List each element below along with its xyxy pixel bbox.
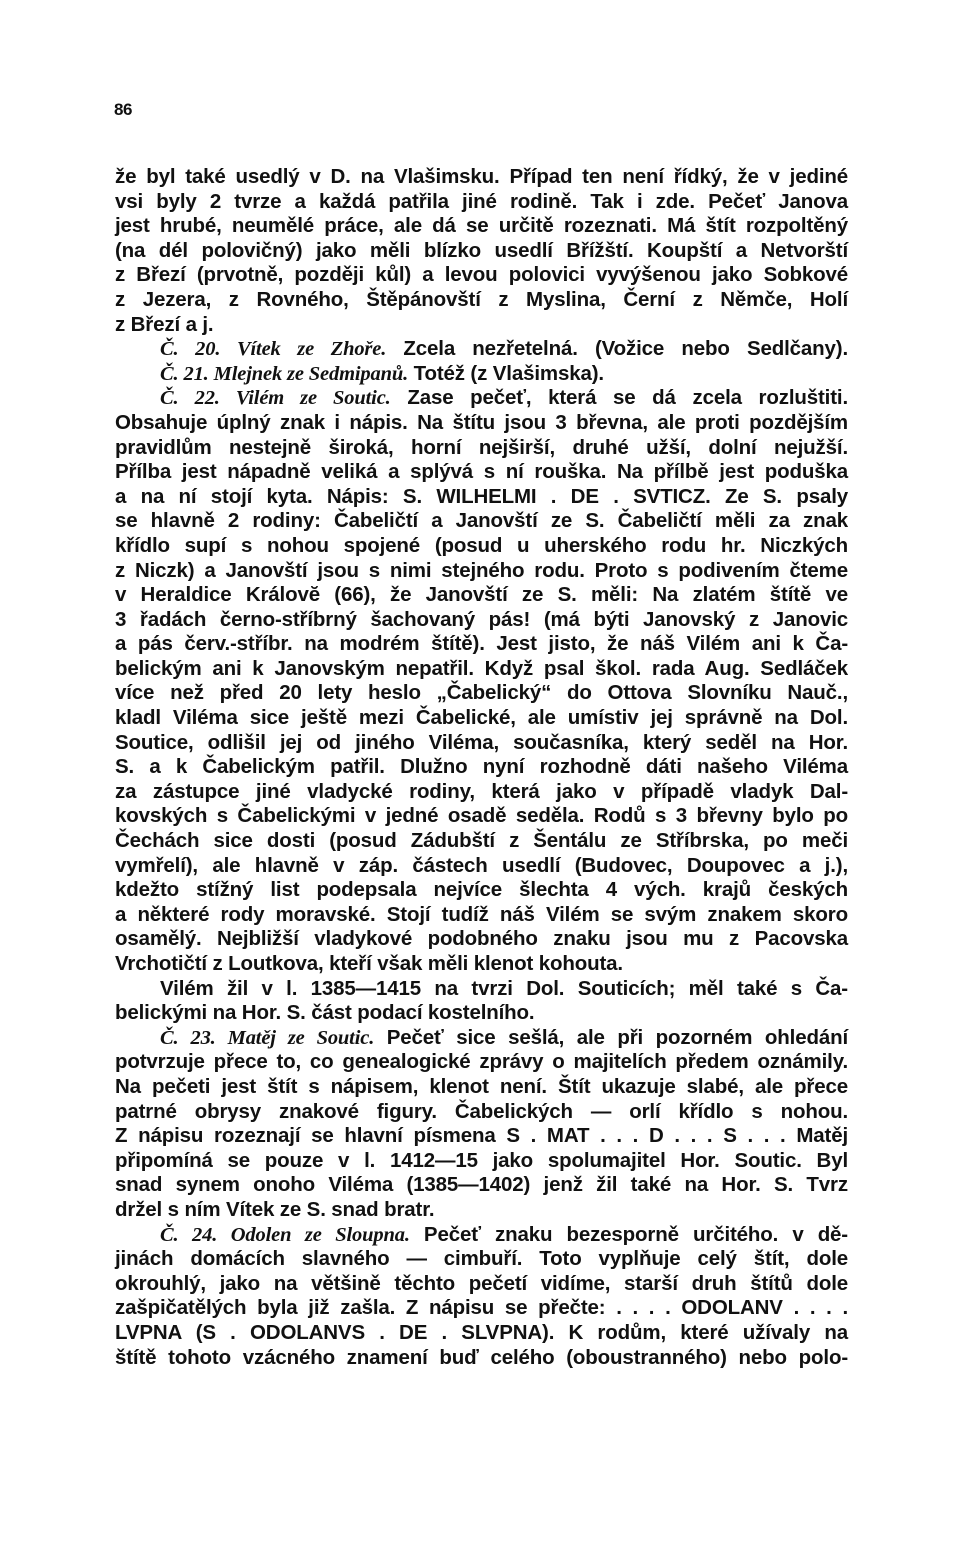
entry-heading: Č. 20. Vítek ze Zhoře. bbox=[160, 338, 387, 361]
text-line bbox=[115, 485, 848, 510]
text-line bbox=[115, 804, 848, 829]
line-text: Vrchotičtí z Loutkova, kteří však měli klenot kohouta. bbox=[115, 952, 623, 975]
line-text: a pás červ.-stříbr. na modrém štítě). Jest jisto, že náš Vilém ani k Ča- bbox=[115, 632, 848, 656]
text-line bbox=[115, 854, 848, 879]
line-text: Pečeť znaku bezesporně určitého. v dě- bbox=[409, 1222, 848, 1246]
line-text: belickým ani k Janovským nepatřil. Když psal škol. rada Aug. Sedláček bbox=[115, 656, 848, 680]
line-text: osamělý. Nejbližší vladykové podobného znaku jsou mu z Pacovska bbox=[115, 927, 848, 951]
line-text: připomíná se pouze v l. 1412—15 jako spolumajitel Hor. Soutic. Byl bbox=[115, 1148, 848, 1172]
text-line bbox=[115, 1198, 848, 1223]
line-text: štítě tohoto vzácného znamení buď celého (oboustranného) nebo polo- bbox=[115, 1345, 848, 1369]
text-line bbox=[115, 313, 848, 338]
text-line bbox=[115, 1149, 848, 1174]
text-line bbox=[115, 386, 848, 411]
line-text: kdežto stížný list podepsala nejvíce šlechta 4 vých. krajů českých bbox=[115, 878, 848, 902]
line-text: v Heraldice Královĕ (66), že Janovští ze S. měli: Na zlatém štítě ve bbox=[115, 583, 848, 607]
text-line bbox=[115, 681, 848, 706]
line-text: držel s ním Vítek ze S. snad bratr. bbox=[115, 1197, 435, 1221]
body-text bbox=[115, 165, 848, 1370]
line-text: Vilém žil v l. 1385—1415 na tvrzi Dol. Souticích; měl také s Ča- bbox=[160, 976, 848, 1000]
text-line bbox=[115, 1247, 848, 1272]
entry-heading: Č. 21. Mlejnek ze Sedmipanů. bbox=[160, 362, 409, 385]
line-text: kladl Viléma sice ještě mezi Čabelické, ale umístiv jej správně na Dol. bbox=[115, 706, 848, 730]
text-line bbox=[115, 337, 848, 362]
line-text: z Březí a j. bbox=[115, 312, 214, 336]
page-number: 86 bbox=[114, 100, 132, 119]
line-text: a na ní stojí kyta. Nápis: S. WILHELMI . DE . SVTICZ. Ze S. psaly bbox=[115, 484, 848, 508]
text-line bbox=[115, 165, 848, 190]
line-text: z Březí (prvotně, později kůl) a levou polovici vyvýšenou jako Sobkové bbox=[115, 263, 848, 287]
line-text: vsi byly 2 tvrze a každá patřila jiné rodině. Tak i zde. Pečeť Janova bbox=[115, 189, 848, 213]
text-line bbox=[115, 706, 848, 731]
line-text: se hlavně 2 rodiny: Čabeličtí a Janovští ze S. Čabeličtí měli za znak bbox=[115, 509, 848, 533]
text-line bbox=[115, 1223, 848, 1248]
line-text: S. a k Čabelickým patřil. Dlužno nyní rozhodně dáti našeho Viléma bbox=[115, 755, 848, 779]
text-line bbox=[115, 411, 848, 436]
line-text: zašpičatělých byla již zašla. Z nápisu se přečte: . . . . ODOLANV . . . . bbox=[115, 1296, 848, 1320]
text-line bbox=[115, 927, 848, 952]
line-text: jinách domácích slavného — cimbuří. Toto vyplňuje celý štít, dole bbox=[115, 1247, 848, 1271]
line-text: LVPNA (S . ODOLANVS . DE . SLVPNA). K rodům, které užívaly na bbox=[115, 1320, 848, 1344]
text-line bbox=[115, 190, 848, 215]
entry-heading: Č. 22. Vilém ze Soutic. bbox=[160, 387, 391, 410]
text-line bbox=[115, 1346, 848, 1371]
text-line bbox=[115, 1026, 848, 1051]
text-line bbox=[115, 1296, 848, 1321]
text-line bbox=[115, 214, 848, 239]
line-text: jest hrubé, neumělé práce, ale dá se určitě rozeznati. Má štít rozpoltěný bbox=[115, 214, 848, 238]
line-text: že byl také usedlý v D. na Vlašimsku. Případ ten není řídký, že v jediné bbox=[115, 165, 848, 188]
line-text: patrné obrysy znakové figury. Čabelických — orlí křídlo s nohou. bbox=[115, 1099, 848, 1123]
text-line bbox=[115, 583, 848, 608]
line-text: Zase pečeť, která se dá zcela rozluštiti. bbox=[390, 386, 848, 410]
text-line bbox=[115, 534, 848, 559]
text-line bbox=[115, 1001, 848, 1026]
text-line bbox=[115, 657, 848, 682]
line-text: a některé rody moravské. Stojí tudíž náš Vilém se svým znakem skoro bbox=[115, 902, 848, 926]
line-text: Pečeť sice sešlá, ale při pozorném ohledání bbox=[374, 1025, 849, 1049]
text-line bbox=[115, 1124, 848, 1149]
text-line bbox=[115, 1100, 848, 1125]
text-line bbox=[115, 239, 848, 264]
line-text: Na pečeti jest štít s nápisem, klenot není. Štít ukazuje slabé, ale přece bbox=[115, 1074, 848, 1098]
text-line bbox=[115, 608, 848, 633]
line-text: 3 řadách černo-stříbrný šachovaný pás! (má býti Janovský z Janovic bbox=[115, 607, 848, 631]
line-text: z Niczk) a Janovští jsou s nimi stejného rodu. Proto s podivením čteme bbox=[115, 558, 848, 582]
line-text: snad synem onoho Viléma (1385—1402) jenž žil také na Hor. S. Tvrz bbox=[115, 1173, 848, 1197]
line-text: Zcela nezřetelná. (Vožice nebo Sedlčany). bbox=[386, 337, 848, 361]
line-text: vymřelí), ale hlavně v záp. částech usedlí (Budovec, Doupovec a j.), bbox=[115, 853, 848, 877]
text-line bbox=[115, 1075, 848, 1100]
text-line bbox=[115, 362, 848, 387]
line-text: Přílba jest nápadně veliká a splývá s ní rouška. Na přílbě jest poduška bbox=[115, 460, 848, 484]
text-line bbox=[115, 903, 848, 928]
text-line bbox=[115, 632, 848, 657]
text-line bbox=[115, 509, 848, 534]
text-line bbox=[115, 460, 848, 485]
text-line bbox=[115, 731, 848, 756]
text-line bbox=[115, 436, 848, 461]
entry-heading: Č. 24. Odolen ze Sloupna. bbox=[160, 1223, 410, 1246]
text-line bbox=[115, 1050, 848, 1075]
line-text: z Jezera, z Rovného, Štěpánovští z Myslina, Černí z Němče, Holí bbox=[115, 287, 848, 311]
text-line bbox=[115, 1272, 848, 1297]
text-line bbox=[115, 952, 848, 977]
text-line bbox=[115, 1321, 848, 1346]
line-text: potvrzuje přece to, co genealogické zprávy o majitelích předem oznámily. bbox=[115, 1050, 848, 1074]
text-line bbox=[115, 780, 848, 805]
entry-heading: Č. 23. Matěj ze Soutic. bbox=[160, 1026, 375, 1049]
text-line bbox=[115, 559, 848, 584]
line-text: za zástupce jiné vladycké rodiny, která jako v případě vladyk Dal- bbox=[115, 779, 848, 803]
text-line bbox=[115, 755, 848, 780]
text-line bbox=[115, 977, 848, 1002]
line-text: Soutice, odlišil jej od jiného Viléma, současníka, který seděl na Hor. bbox=[115, 730, 848, 754]
text-line bbox=[115, 829, 848, 854]
line-text: více než před 20 lety heslo „Čabelický“ do Ottova Slovníku Nauč., bbox=[115, 681, 848, 705]
line-text: (na dél polovičný) jako měli blízko usedlí Břížští. Koupští a Netvorští bbox=[115, 238, 848, 262]
line-text: křídlo supí s nohou spojené (posud u uherského rodu hr. Niczkých bbox=[115, 533, 848, 557]
text-line bbox=[115, 878, 848, 903]
line-text: kovských s Čabelickými v jedné osadě seděla. Rodů s 3 břevny bylo po bbox=[115, 804, 848, 828]
line-text: Z nápisu rozeznají se hlavní písmena S . MAT . . . D . . . S . . . Matěj bbox=[115, 1124, 848, 1148]
text-line bbox=[115, 288, 848, 313]
line-text: Obsahuje úplný znak i nápis. Na štítu jsou 3 břevna, ale proti pozdějším bbox=[115, 410, 848, 434]
line-text: Totéž (z Vlašimska). bbox=[408, 361, 604, 385]
line-text: belickými na Hor. S. část podací kostelního. bbox=[115, 1001, 535, 1025]
line-text: okrouhlý, jako na většině těchto pečetí vidíme, starší druh štítů dole bbox=[115, 1271, 848, 1295]
line-text: pravidlům nestejně široká, horní nejširší, druhé užší, dolní nejužší. bbox=[115, 435, 848, 459]
text-line bbox=[115, 263, 848, 288]
line-text: Čechách sice dosti (posud Zádubští z Šentálu ze Stříbrska, po meči bbox=[115, 829, 848, 853]
text-line bbox=[115, 1173, 848, 1198]
